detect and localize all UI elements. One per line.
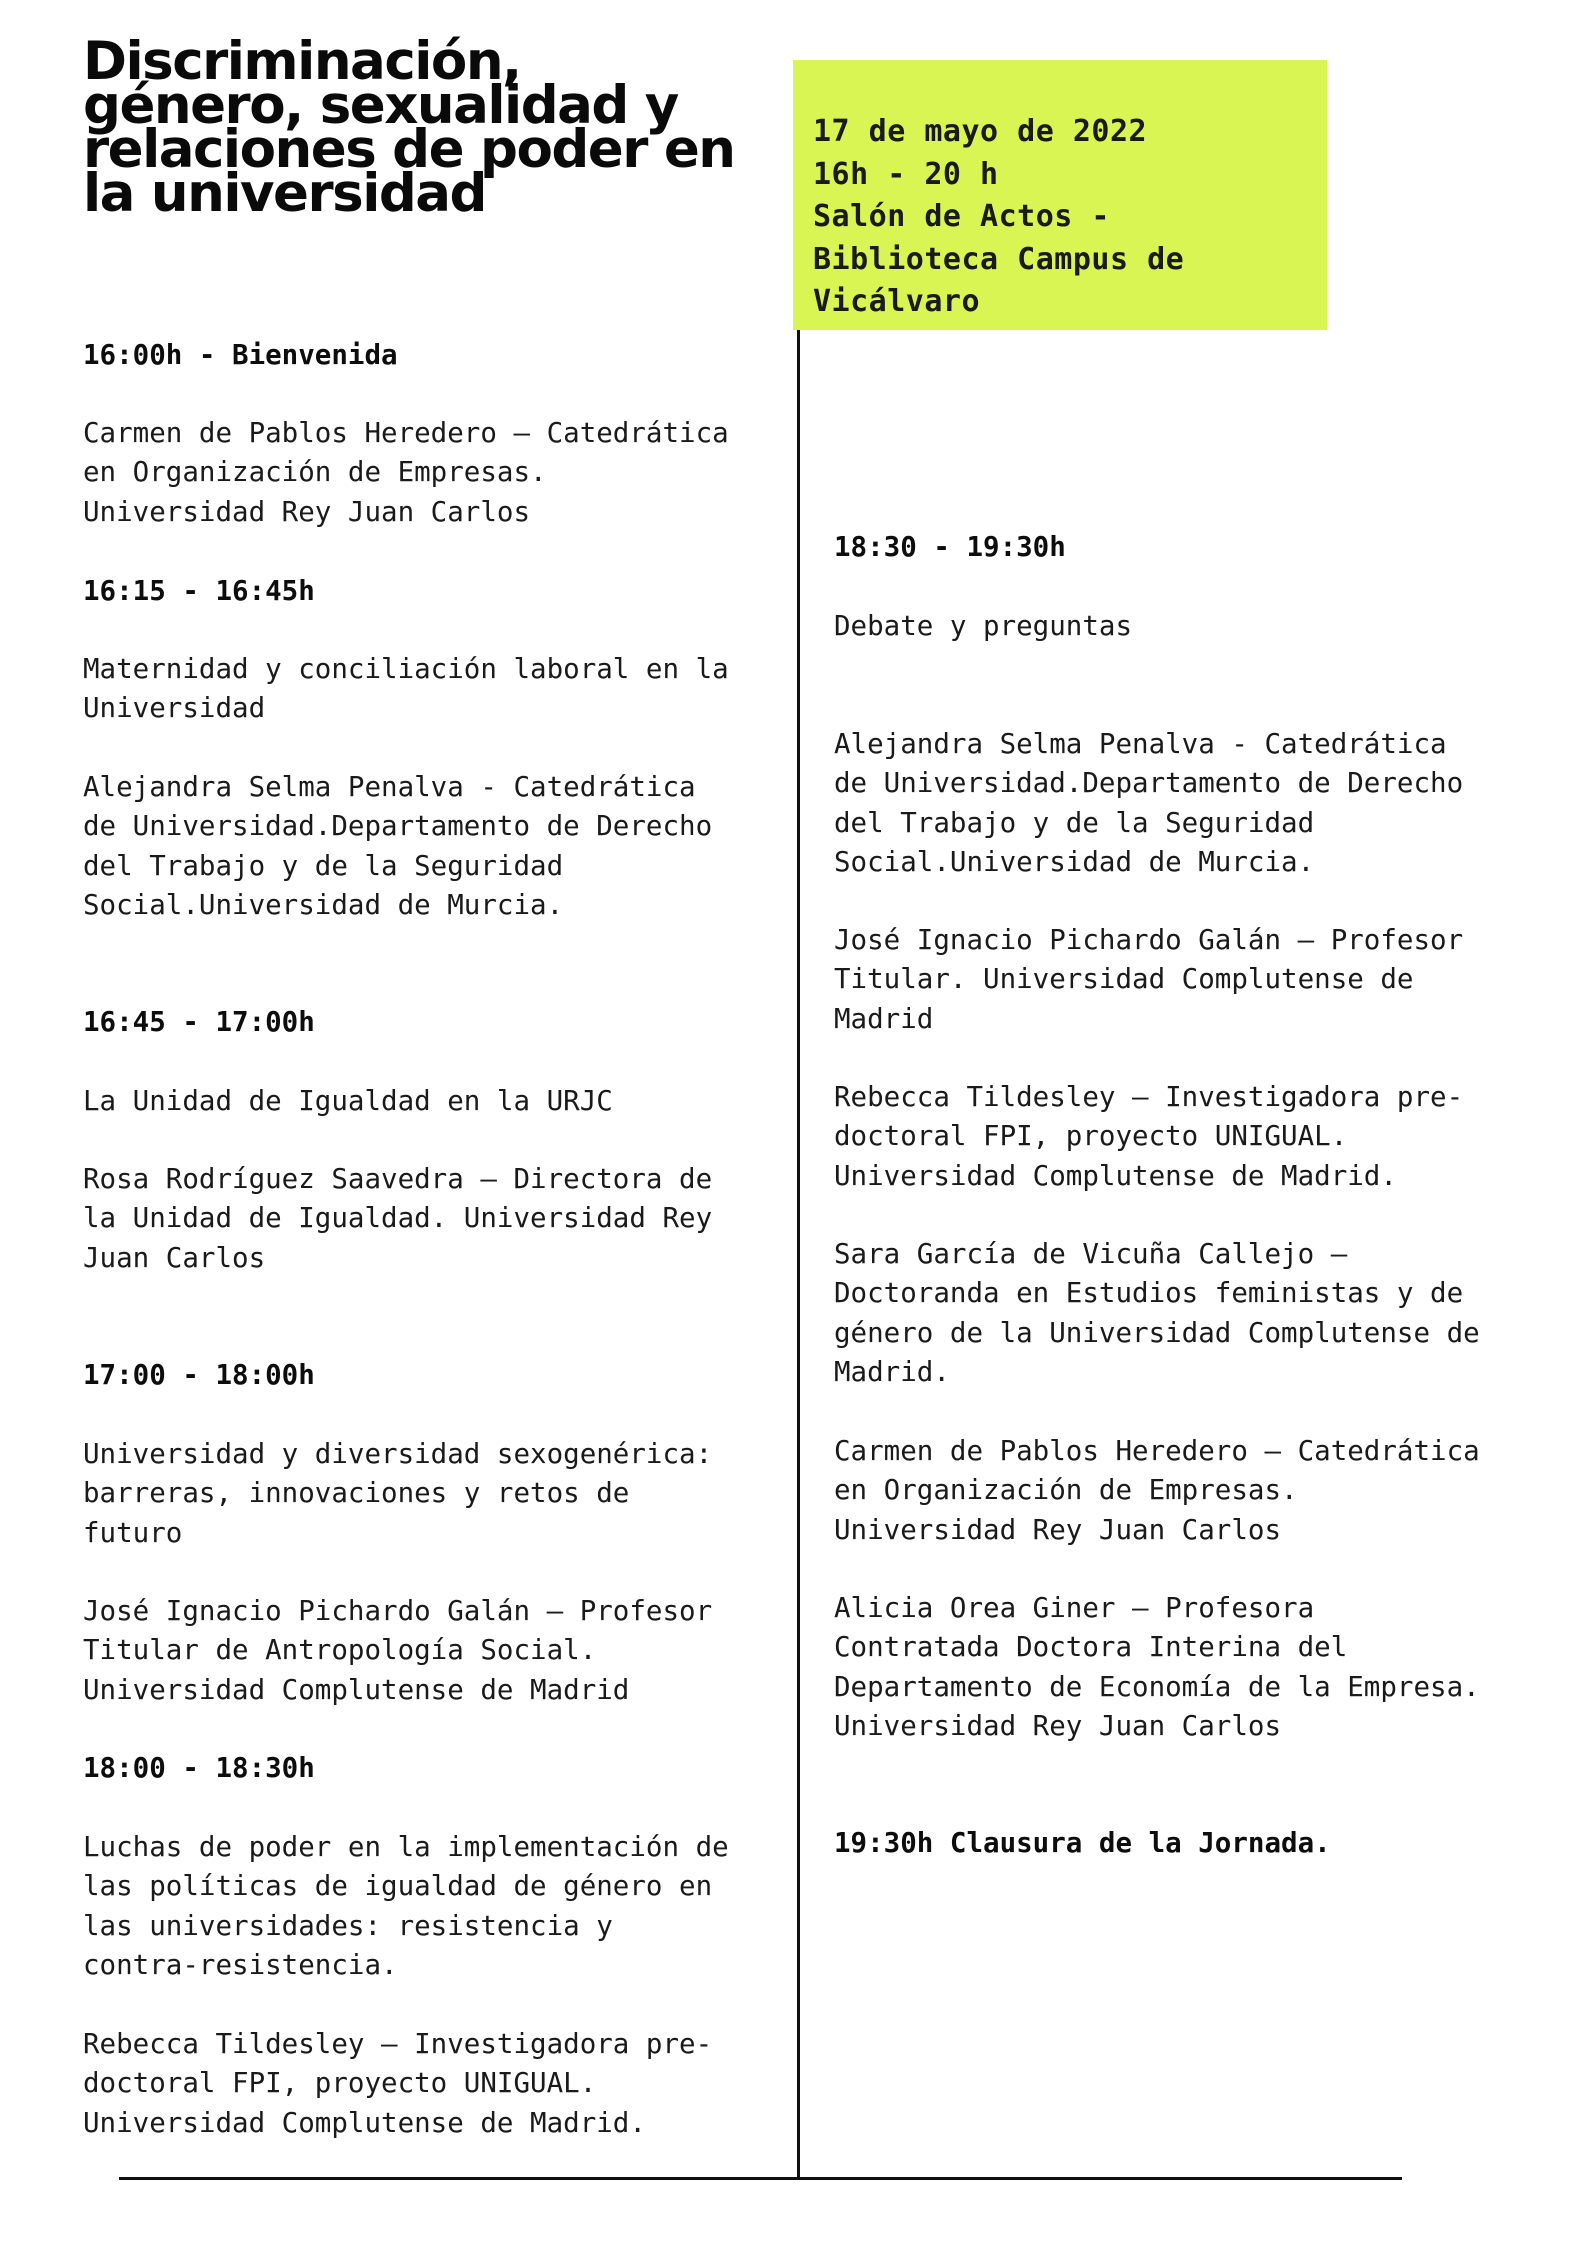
schedule-time: 16:15 - 16:45h	[83, 575, 315, 607]
session-title-line: barreras, innovaciones y retos de	[83, 1477, 630, 1510]
panelist-line: doctoral FPI, proyecto UNIGUAL.	[834, 1120, 1348, 1153]
session-title-line: Universidad	[83, 692, 266, 725]
panelist-line: Universidad Rey Juan Carlos	[834, 1709, 1282, 1742]
speaker-line: Universidad Complutense de Madrid.	[83, 2106, 646, 2139]
session-title-line: futuro	[83, 1516, 183, 1549]
session-title-line: las políticas de igualdad de género en	[83, 1870, 713, 1903]
panelist-line: Rebecca Tildesley – Investigadora pre-	[834, 1081, 1464, 1113]
panelist-line: Contratada Doctora Interina del	[834, 1631, 1348, 1664]
title-line: la universidad	[83, 163, 486, 224]
panelist-line: Alejandra Selma Penalva - Catedrática	[834, 728, 1447, 760]
panelist-line: Doctoranda en Estudios feministas y de	[834, 1277, 1464, 1310]
column-divider	[797, 330, 800, 2180]
event-hours: 16h - 20 h	[813, 156, 999, 192]
speaker-line: Rebecca Tildesley – Investigadora pre-	[83, 2028, 713, 2060]
panelist-line: Sara García de Vicuña Callejo –	[834, 1238, 1348, 1270]
schedule-time: 16:45 - 17:00h	[83, 1006, 315, 1038]
panelist-line: Social.Universidad de Murcia.	[834, 845, 1315, 878]
event-venue-line: Salón de Actos -	[813, 199, 1110, 234]
title-line: género, sexualidad y	[83, 75, 678, 136]
session-title-line: Debate y preguntas	[834, 610, 1133, 642]
panelist-line: Departamento de Economía de la Empresa.	[834, 1670, 1480, 1703]
panelist-line: género de la Universidad Complutense de	[834, 1316, 1480, 1349]
panelist-line: Universidad Complutense de Madrid.	[834, 1159, 1397, 1192]
speaker-line: Carmen de Pablos Heredero – Catedrática	[83, 417, 729, 449]
session-title-line: contra-resistencia.	[83, 1948, 398, 1981]
speaker-line: Universidad Rey Juan Carlos	[83, 495, 531, 528]
speaker-line: del Trabajo y de la Seguridad	[83, 849, 564, 882]
speaker-line: en Organización de Empresas.	[83, 456, 547, 489]
event-venue-line: Vicálvaro	[813, 284, 981, 319]
speaker-line: José Ignacio Pichardo Galán – Profesor	[83, 1595, 713, 1627]
panelist-line: Madrid	[834, 1002, 934, 1035]
schedule-time: 18:00 - 18:30h	[83, 1752, 315, 1784]
speaker-line: Rosa Rodríguez Saavedra – Directora de	[83, 1163, 713, 1195]
panelist-line: del Trabajo y de la Seguridad	[834, 806, 1315, 839]
event-info-box	[793, 60, 1327, 330]
speaker-line: Social.Universidad de Murcia.	[83, 888, 564, 921]
speaker-line: Juan Carlos	[83, 1241, 266, 1274]
session-title-line: La Unidad de Igualdad en la URJC	[83, 1085, 613, 1117]
session-title-line: las universidades: resistencia y	[83, 1909, 613, 1942]
panelist-line: en Organización de Empresas.	[834, 1474, 1298, 1507]
speaker-line: de Universidad.Departamento de Derecho	[83, 810, 713, 843]
panelist-line: Titular. Universidad Complutense de	[834, 963, 1414, 996]
bottom-rule	[119, 2177, 1402, 2180]
event-venue-line: Biblioteca Campus de	[813, 241, 1185, 277]
panelist-line: Universidad Rey Juan Carlos	[834, 1513, 1282, 1546]
session-title-line: Luchas de poder en la implementación de	[83, 1831, 729, 1863]
speaker-line: Titular de Antropología Social.	[83, 1634, 597, 1667]
schedule-time: 17:00 - 18:00h	[83, 1359, 315, 1391]
panelist-line: Madrid.	[834, 1355, 950, 1388]
schedule-time: 16:00h - Bienvenida	[83, 339, 398, 371]
page-title	[83, 31, 763, 224]
panelist-line: de Universidad.Departamento de Derecho	[834, 767, 1464, 800]
speaker-line: Universidad Complutense de Madrid	[83, 1673, 630, 1706]
closing-note: 19:30h Clausura de la Jornada.	[834, 1827, 1331, 1859]
session-title-line: Maternidad y conciliación laboral en la	[83, 653, 729, 685]
schedule-time: 18:30 - 19:30h	[834, 531, 1066, 563]
panelist-line: José Ignacio Pichardo Galán – Profesor	[834, 924, 1464, 956]
session-title-line: Universidad y diversidad sexogenérica:	[83, 1438, 713, 1470]
panelist-line: Carmen de Pablos Heredero – Catedrática	[834, 1435, 1480, 1467]
speaker-line: Alejandra Selma Penalva - Catedrática	[83, 771, 696, 803]
event-date: 17 de mayo de 2022	[813, 114, 1148, 149]
title-line: relaciones de poder en	[83, 119, 735, 180]
speaker-line: la Unidad de Igualdad. Universidad Rey	[83, 1202, 713, 1235]
panelist-line: Alicia Orea Giner – Profesora	[834, 1592, 1315, 1624]
title-line: Discriminación,	[83, 31, 521, 92]
speaker-line: doctoral FPI, proyecto UNIGUAL.	[83, 2067, 597, 2100]
